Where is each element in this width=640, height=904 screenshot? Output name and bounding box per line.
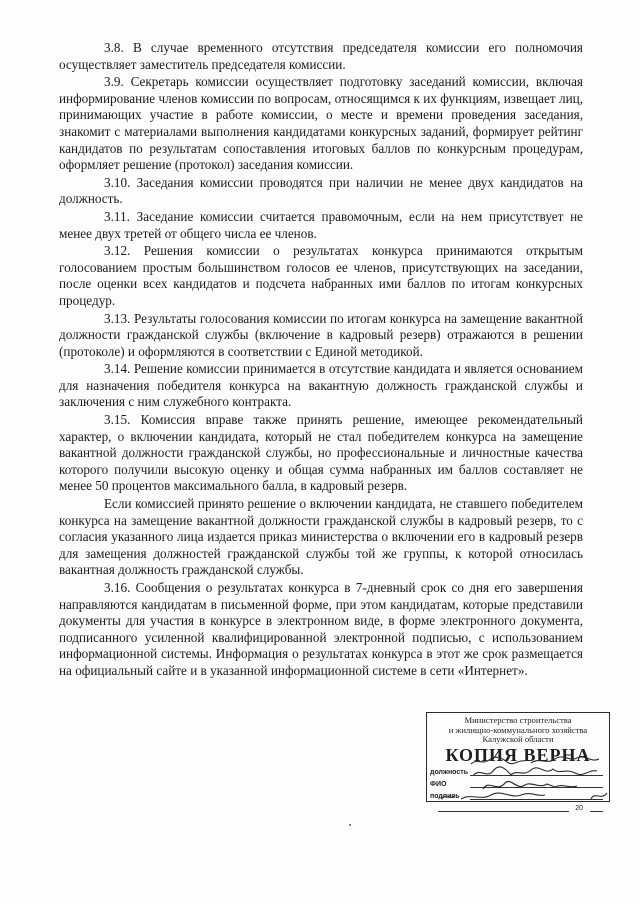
stamp-position-row xyxy=(430,765,609,777)
paragraph-3-9: 3.9. Секретарь комиссии осуществляет подготовку заседаний комиссии, включая информирование членов комиссии по вопросам, относящимся к их функциям, извещает лиц, принимающих участие в работе комиссии, о месте и времени проведения заседания, знакомит с материалами выполнения кандидатами конкурсных заданий, формирует рейтинг кандидатов по результатам сопоставления итоговых баллов по конкурсным процедурам, оформляет решение (протокол) заседания комиссии. xyxy=(59,74,583,173)
paragraph-3-16: 3.16. Сообщения о результатах конкурса в 7-дневный срок со дня его завершения направляются кандидатам в письменной форме, при этом кандидатам, которые представили документы для участия в конкурсе в электронном виде, в форме электронного документа, подписанного усиленной квалифицированной электронной подписью, с использованием информационной системы. Информация о результатах конкурса в этот же срок размещается на официальный сайте и в указанной информационной системе в сети «Интернет». xyxy=(59,580,583,678)
stamp-fio-line xyxy=(470,787,603,788)
stamp-signature-line xyxy=(470,799,603,800)
stamp-fio-row xyxy=(430,777,609,789)
paragraph-3-8: 3.8. В случае временного отсутствия председателя комиссии его полномочия осуществляет заместитель председателя комиссии. xyxy=(59,40,583,72)
certified-copy-stamp xyxy=(426,712,610,812)
document-body xyxy=(59,40,583,681)
paragraph-3-14: 3.14. Решение комиссии принимается в отсутствие кандидата и является основанием для назначения победителя конкурса на вакантную должность гражданской службы и заключения с ним служебного контракта. xyxy=(59,361,583,410)
stamp-date-row xyxy=(430,801,609,813)
stamp-date-year-line xyxy=(590,811,603,812)
paragraph-3-10: 3.10. Заседания комиссии проводятся при наличии не менее двух кандидатов на должность. xyxy=(59,174,583,207)
stamp-title: КОПИЯ ВЕРНА xyxy=(445,744,591,765)
stamp-org-line-3: Калужской области xyxy=(482,734,554,744)
page-speck xyxy=(349,824,351,826)
paragraph-3-12: 3.12. Решения комиссии о результатах конкурса принимаются открытым голосованием простым большинством голосов ее членов, присутствующих на заседании, после оценки всех кандидатов и подсчета набранных ими баллов по итогам конкурсных процедур. xyxy=(59,243,583,308)
stamp-org-line-1: Министерство строительства xyxy=(464,715,572,725)
stamp-fio-label: ФИО xyxy=(430,780,447,788)
stamp-signature-label: подпись xyxy=(430,792,460,800)
paragraph-3-15-continued: Если комиссией принято решение о включении кандидата, не ставшего победителем конкурса на замещение вакантной должности гражданской службы в кадровый резерв, то с согласия указанного лица издается приказ министерства о включении его в кадровый резерв для замещения должностей гражданской службы той же группы, к которой относилась вакантная должность гражданской службы. xyxy=(59,496,583,578)
paragraph-3-15: 3.15. Комиссия вправе также принять решение, имеющее рекомендательный характер, о включении кандидата, который не стал победителем конкурса на замещение вакантной должности гражданской службы, но профессиональные и личностные качества которого получили высокую оценку и общая сумма набранных им баллов составляет не менее 50 процентов максимального балла, в кадровый резерв. xyxy=(59,412,583,494)
stamp-position-line xyxy=(470,775,603,776)
paragraph-3-11: 3.11. Заседание комиссии считается правомочным, если на нем присутствует не менее двух третей от общего числа ее членов. xyxy=(59,208,583,241)
stamp-position-label: должность xyxy=(430,768,468,776)
stamp-signature-row xyxy=(430,789,609,801)
stamp-org-line-2: и жилищно-коммунального хозяйства xyxy=(448,724,588,735)
stamp-date-line xyxy=(438,811,569,812)
paragraph-3-13: 3.13. Результаты голосования комиссии по итогам конкурса на замещение вакантной должности гражданской службы (включение в кадровый резерв) отражаются в решении (протоколе) и оформляются в соответствии с Единой методикой. xyxy=(59,310,583,359)
stamp-date-year-prefix: 20 xyxy=(575,804,583,812)
stamp-organization xyxy=(427,716,609,745)
